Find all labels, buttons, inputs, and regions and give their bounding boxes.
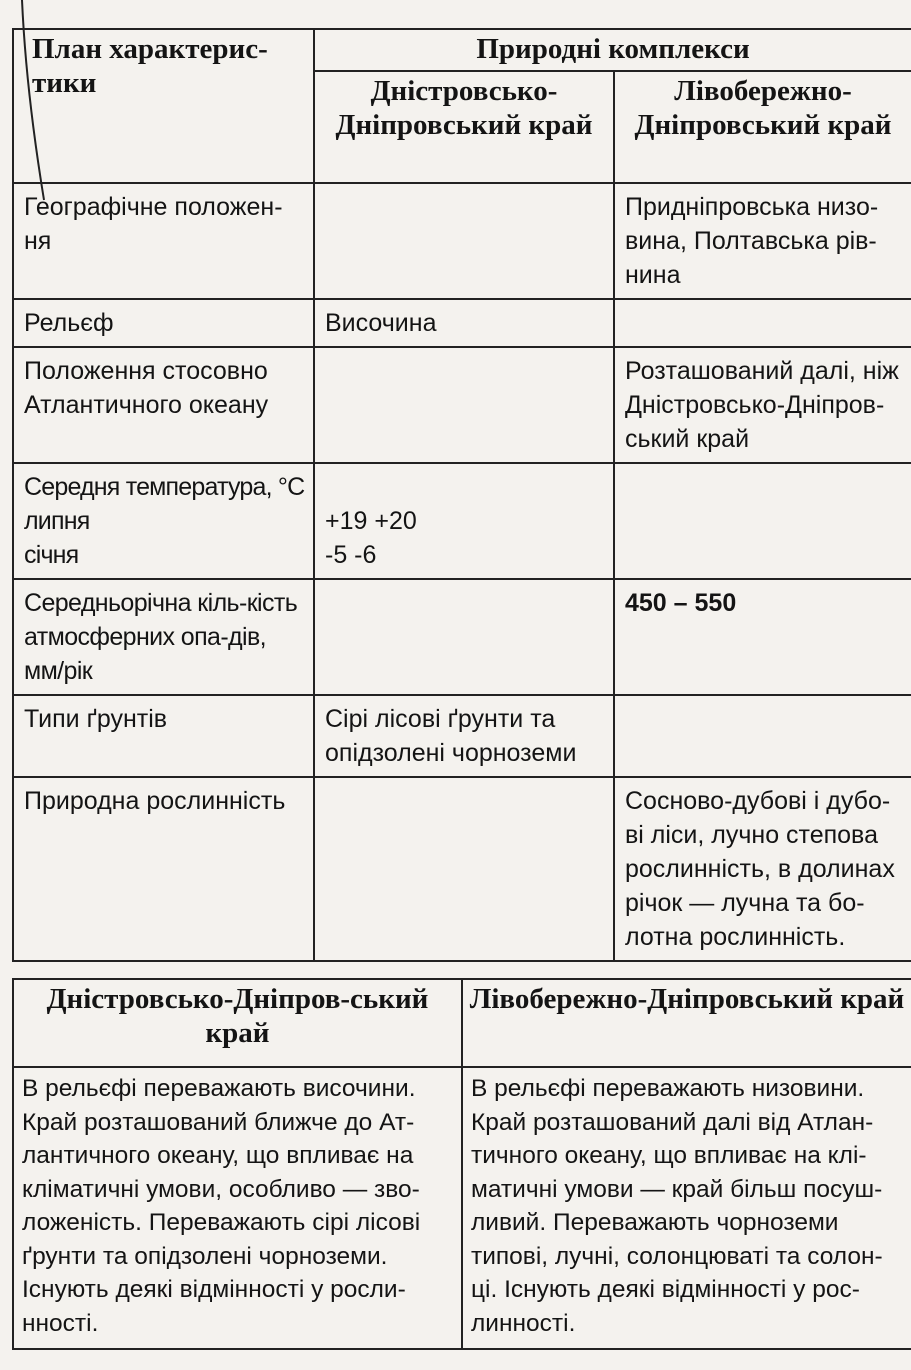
july-label: липня (24, 507, 90, 535)
plan-header: План характерис-тики (13, 29, 314, 183)
table-row (13, 777, 911, 961)
cell-dnister (314, 579, 614, 695)
dnister-dnipro-header: Дністровсько-Дніпровський край (314, 71, 614, 183)
row-label: Географічне положен-ня (13, 183, 314, 299)
table-row (13, 463, 911, 579)
table-row (13, 347, 911, 463)
july-temp: +19 +20 (325, 507, 417, 535)
table-row (13, 299, 911, 347)
row-label: Рельєф (13, 299, 314, 347)
cell-left-bank: Придніпровська низо-вина, Полтавська рів-нина (614, 183, 911, 299)
natural-complexes-table (12, 28, 911, 962)
cell-dnister: Височина (314, 299, 614, 347)
cell-left-bank (614, 695, 911, 777)
table-row (13, 695, 911, 777)
cell-left-bank: 450 – 550 (614, 579, 911, 695)
cell-dnister (314, 347, 614, 463)
january-label: січня (24, 541, 79, 569)
cell-dnister: Сірі лісові ґрунти та опідзолені чорноземи (314, 695, 614, 777)
cell-left-bank: Розташований далі, ніж Дністровсько-Дніпров-ський край (614, 347, 911, 463)
temp-blank (325, 470, 603, 504)
row-label: Середньорічна кіль-кість атмосферних опа-дів, мм/рік (13, 579, 314, 695)
row-label (13, 463, 314, 579)
dnister-dnipro-header: Дністровсько-Дніпров-ський край (13, 979, 462, 1067)
table-row (13, 183, 911, 299)
table-row (13, 579, 911, 695)
cell-dnister (314, 463, 614, 579)
left-bank-description: В рельєфі переважають низовини. Край розташований далі від Атлан-тичного океану, що впливає на клі-матичні умови — край більш посуш-ливий. Переважають чорноземи типові, лучні, солонцюваті та солон-ці. Існують деякі відмінності у рос-линності. (462, 1067, 911, 1349)
left-bank-header: Лівобережно-Дніпровський край (462, 979, 911, 1067)
cell-dnister (314, 183, 614, 299)
temperature-label: Середня температура, °С (24, 473, 305, 501)
january-temp: -5 -6 (325, 541, 377, 569)
dnister-description: В рельєфі переважають височини. Край розташований ближче до Ат-лантичного океану, що впливає на кліматичні умови, особливо — зво-ложеність. Переважають сірі лісові ґрунти та опідзолені чорноземи. Існують деякі відмінності у росли-нності. (13, 1067, 462, 1349)
cell-left-bank (614, 299, 911, 347)
row-label: Положення стосовно Атлантичного океану (13, 347, 314, 463)
cell-dnister (314, 777, 614, 961)
natural-complexes-header: Природні комплекси (314, 29, 911, 71)
row-label: Природна рослинність (13, 777, 314, 961)
cell-left-bank (614, 463, 911, 579)
row-label: Типи ґрунтів (13, 695, 314, 777)
comparison-table (12, 978, 911, 1350)
cell-left-bank: Сосново-дубові і дубо-ві ліси, лучно степова рослинність, в долинах річок — лучна та бо-лотна рослинність. (614, 777, 911, 961)
left-bank-header: Лівобережно-Дніпровський край (614, 71, 911, 183)
table-row (13, 1067, 911, 1349)
